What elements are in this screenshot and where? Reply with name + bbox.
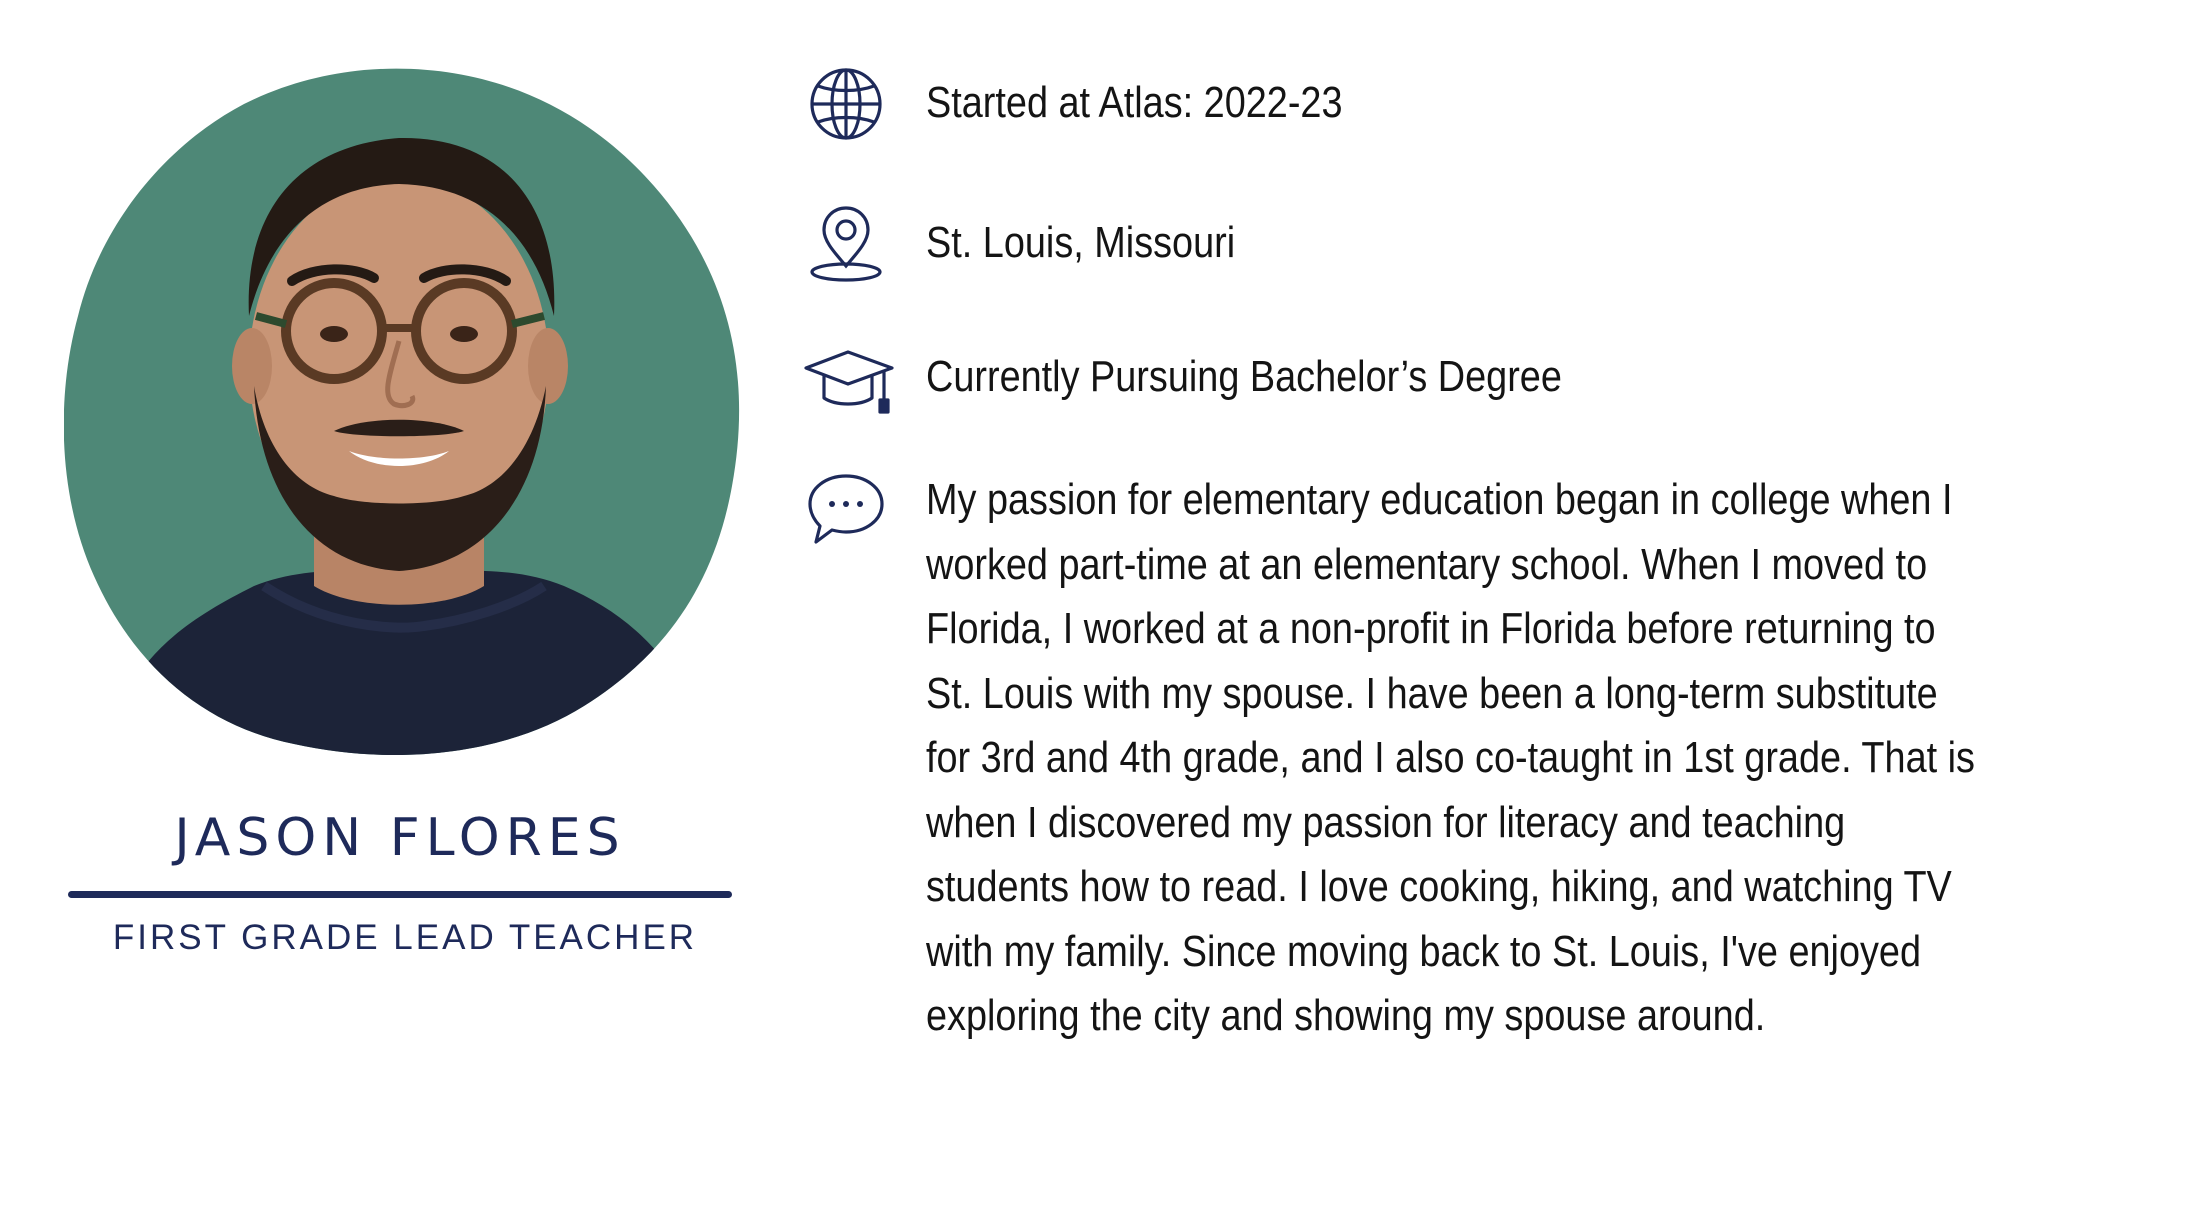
bio-line: with my family. Since moving back to St. Louis, I've enjoyed [926, 926, 1922, 976]
bio-line: students how to read. I love cooking, hiking, and watching TV [926, 862, 1952, 911]
teacher-name: JASON FLORES [174, 808, 626, 868]
globe-icon [806, 64, 886, 144]
bio-line: worked part-time at an elementary school. When I moved to [926, 539, 1928, 589]
speech-bubble-icon [806, 470, 886, 550]
start-year-text: Started at Atlas: 2022-23 [926, 78, 1343, 127]
teacher-role: FIRST GRADE LEAD TEACHER [112, 918, 698, 957]
portrait-photo [64, 66, 744, 756]
education-text: Currently Pursuing Bachelor’s Degree [926, 352, 1562, 401]
bio-line: exploring the city and showing my spouse around. [926, 991, 1766, 1040]
bio-line: My passion for elementary education began in college when I [926, 475, 1953, 524]
bio-paragraph [926, 468, 1975, 1049]
location-pin-icon [806, 204, 886, 284]
graduation-cap-icon [802, 338, 898, 418]
name-divider [68, 891, 732, 898]
location-text: St. Louis, Missouri [926, 218, 1236, 267]
bio-line: when I discovered my passion for literacy and teaching [926, 797, 1846, 847]
bio-line: for 3rd and 4th grade, and I also co-taught in 1st grade. That is [926, 733, 1975, 782]
bio-line: Florida, I worked at a non-profit in Florida before returning to [926, 604, 1936, 653]
bio-line: St. Louis with my spouse. I have been a long-term substitute [926, 668, 1938, 718]
